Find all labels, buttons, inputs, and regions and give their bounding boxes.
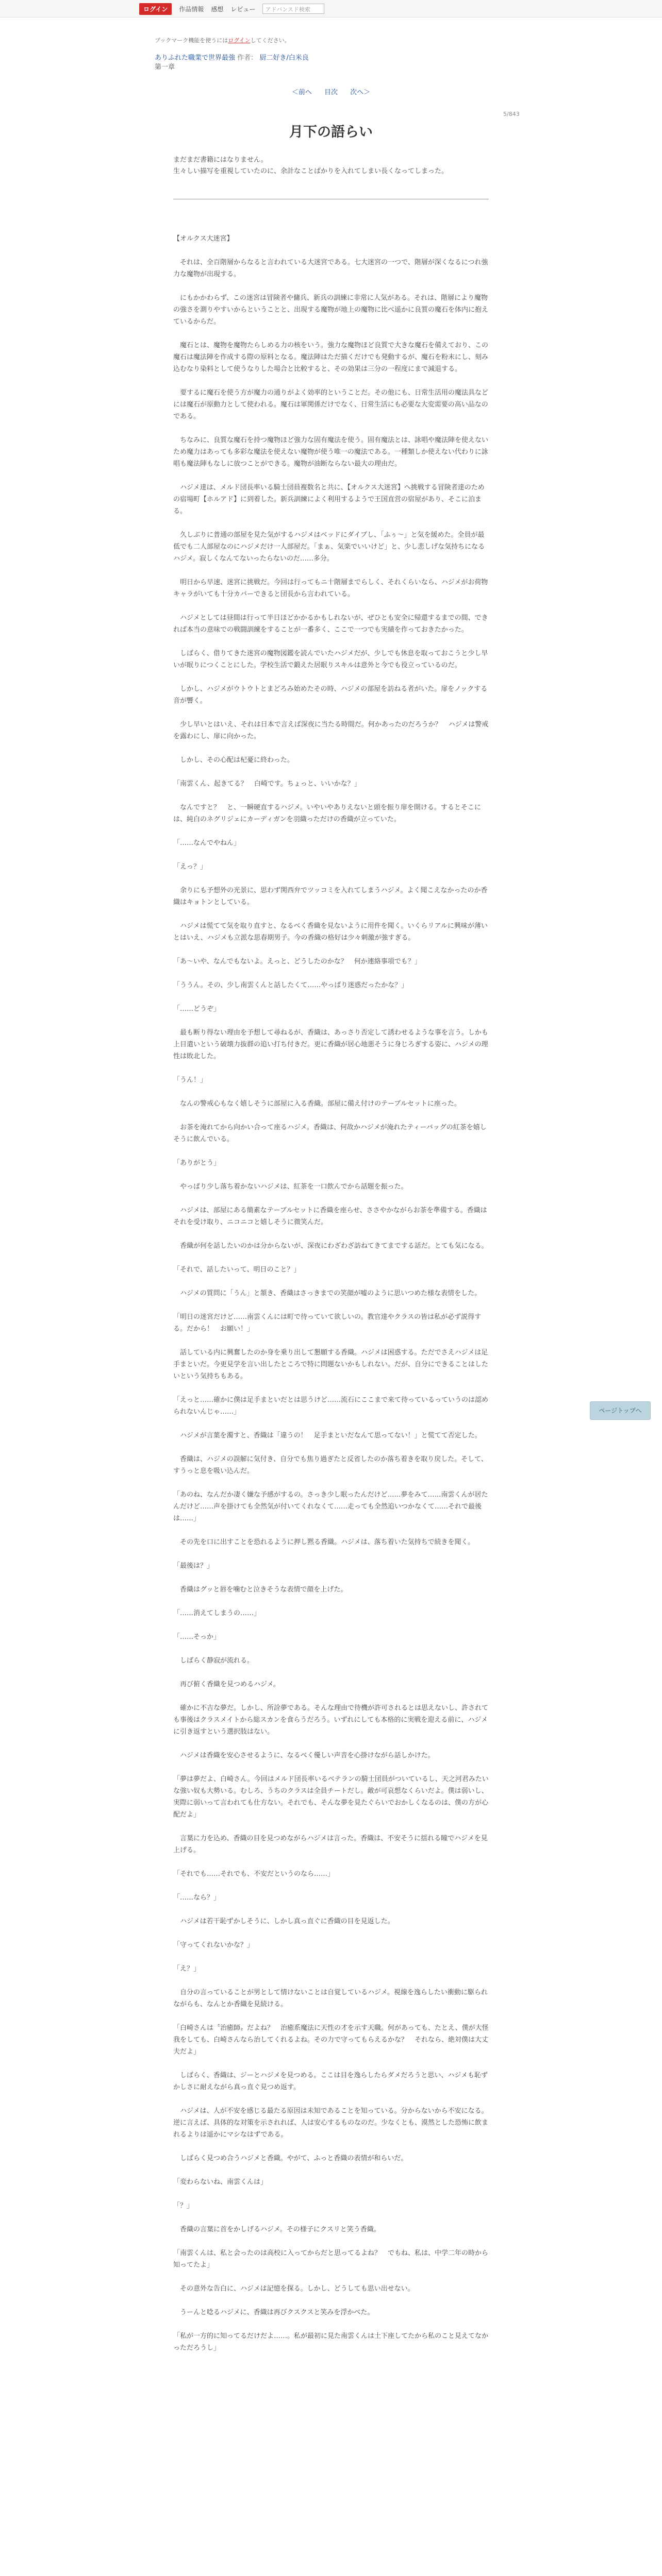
body-paragraph: 自分の言っていることが男として情けないことは自覚しているハジメ。視線を逸らしたい衝動に駆られながらも、なんとか香織を見続ける。 <box>173 1989 488 2008</box>
body-paragraph: 「変わらないね、南雲くんは」 <box>173 2178 268 2186</box>
preface-line: 生々しい描写を重視していたのに、余計なことばかりを入れてしまい長くなってしまった。 <box>173 167 449 175</box>
body-paragraph: 言葉に力を込め、香織の目を見つめながらハジメは言った。香織は、不安そうに揺れる瞳でハジメを見上げる。 <box>173 1835 488 1854</box>
body-paragraph: 少し早いとはいえ、それは日本で言えば深夜に当たる時間だ。何かあったのだろうか？ ハジメは警戒を露わにし、扉に向かった。 <box>173 721 489 740</box>
body-paragraph: 「？」 <box>173 2202 194 2210</box>
body-paragraph: 再び俯く香織を見つめるハジメ。 <box>173 1681 280 1688</box>
body-paragraph: ハジメが言葉を濁すと、香織は「違うの！ 足手まといだなんて思ってない！」と慌てて否定した。 <box>173 1432 482 1439</box>
nav-link-info[interactable]: 作品情報 <box>179 5 204 13</box>
body-paragraph: その意外な告白に、ハジメは記憶を探る。しかし、どうしても思い出せない。 <box>173 2285 415 2293</box>
body-paragraph: 「南雲くんは、私と会ったのは高校に入ってからだと思ってるよね？ でもね、私は、中学二年の時から知ってたよ」 <box>173 2249 489 2269</box>
body-paragraph: やっぱり少し落ち着かないハジメは、紅茶を一口飲んでから話題を振った。 <box>173 1183 408 1191</box>
nav-link-review[interactable]: レビュー <box>230 5 256 13</box>
body-paragraph: その先を口に出すことを恐れるように押し黙る香織。ハジメは、落ち着いた気持ちで続きを聞く。 <box>173 1538 475 1546</box>
chapter-body <box>173 233 489 2366</box>
body-paragraph: しばらく、香織は、ジーとハジメを見つめる。ここは目を逸らしたらダメだろうと思い、ハジメも恥ずかしさに耐えながら真っ直ぐ見つめ返す。 <box>173 2072 488 2091</box>
body-paragraph: 「あ～いや、なんでもないよ。えっと、どうしたのかな？ 何か連絡事項でも？」 <box>173 958 421 965</box>
body-paragraph: ハジメ達は、メルド団長率いる騎士団員複数名と共に、【オルクス大迷宮】へ挑戦する冒険者達のための宿場町【ホルアド】に到着した。新兵訓練によく利用するようで王国直営の宿屋があり、そこに泊まる。 <box>173 484 485 515</box>
body-paragraph: 「最後は？」 <box>173 1562 214 1570</box>
body-paragraph: 香織はグッと唇を噛むと泣きそうな表情で顔を上げた。 <box>173 1586 347 1594</box>
body-paragraph: ハジメは、部屋にある簡素なテーブルセットに香織を座らせ、ささやかながらお茶を準備する。香織はそれを受け取り、ニコニコと嬉しそうに微笑んだ。 <box>173 1207 487 1226</box>
body-paragraph: 香織は、ハジメの誤解に気付き、自分でも焦り過ぎたと反省したのか落ち着きを取り戻した。そして、すうっと息を吸い込んだ。 <box>173 1455 488 1475</box>
body-paragraph: 「……なら？」 <box>173 1894 221 1902</box>
body-paragraph: ハジメは若干恥ずかしそうに、しかし真っ直ぐに香織の目を見返した。 <box>173 1918 394 1925</box>
body-paragraph: しばらく見つめ合うハジメと香織。やがて、ふっと香織の表情が和らいだ。 <box>173 2155 408 2162</box>
preface-line: まだまだ書籍にはなりません。 <box>173 156 268 164</box>
body-paragraph: ハジメは香織を安心させるように、なるべく優しい声音を心掛けながら話しかけた。 <box>173 1752 435 1759</box>
next-chapter-link[interactable]: 次へ＞ <box>350 89 371 96</box>
body-paragraph: 「あのね、なんだか凄く嫌な予感がするの。さっき少し眠ったんだけど……夢をみて……南雲くんが居たんだけど……声を掛けても全然気が付いてくれなくて……走っても全然追いつかなくて……それで最後は……」 <box>173 1491 488 1522</box>
body-paragraph: なんですと？ と、一瞬硬直するハジメ。いやいやありえないと頭を振り扉を開ける。するとそこには、純白のネグリジェにカーディガンを羽織っただけの香織が立っていた。 <box>173 804 481 823</box>
body-paragraph: 「南雲くん、起きてる？ 白崎です。ちょっと、いいかな？」 <box>173 780 361 788</box>
body-paragraph: にもかかわらず、この迷宮は冒険者や傭兵、新兵の訓練に非常に人気がある。それは、階層により魔物の強さを測りやすいからということと、出現する魔物が地上の魔物に比べ遥かに良質の魔石を体内に抱えているからだ。 <box>173 294 489 326</box>
body-paragraph: 「ありがとう」 <box>173 1159 221 1167</box>
preface <box>173 155 489 177</box>
advanced-search-input[interactable]: アドバンスド検索 <box>262 4 324 14</box>
body-paragraph: ハジメは慌てて気を取り直すと、なるべく香織を見ないように用件を聞く。いくらリアルに興味が薄いとはいえ、ハジメも立派な思春期男子。今の香織の格好は少々刺激が強すぎる。 <box>173 922 488 942</box>
nav-link-impressions[interactable]: 感想 <box>211 5 224 13</box>
body-paragraph: 魔石とは、魔物を魔物たらしめる力の核をいう。強力な魔物ほど良質で大きな魔石を備えており、この魔石は魔法陣を作成する際の原料となる。魔法陣はただ描くだけでも発動するが、魔石を粉末にし、刻み込むなり染料として使うなりした場合と比較すると、その効果は三分の一程度にまで減退する。 <box>173 342 489 373</box>
body-paragraph: 「夢は夢だよ、白崎さん。今回はメルド団長率いるベテランの騎士団員がついているし、天之河君みたいな強い奴も大勢いる。むしろ、うちのクラスは全員チートだし。敵が可哀想なくらいだよ。僕は弱いし、実際に弱いって言われても仕方ない。それでも、そんな夢を見たぐらいでおかしくなるのは、僕の方が心配だよ」 <box>173 1775 489 1819</box>
body-paragraph: 「……そっか」 <box>173 1633 221 1641</box>
notice-prefix: ブックマーク機能を使うには <box>155 37 228 44</box>
body-paragraph: 「……どうぞ」 <box>173 1005 221 1013</box>
body-paragraph: しばらく静寂が流れる。 <box>173 1657 254 1665</box>
body-paragraph: うーんと唸るハジメに、香織は再びクスクスと笑みを浮かべた。 <box>173 2309 374 2316</box>
bookmark-login-notice <box>155 36 290 44</box>
body-paragraph: 「私が一方的に知ってるだけだよ……。私が最初に見た南雲くんは土下座してたから私のこと見えてなかっただろうし」 <box>173 2332 489 2352</box>
body-paragraph: 要するに魔石を使う方が魔力の通りがよく効率的ということだ。その他にも、日常生活用の魔法具などには魔石が原動力として使われる。魔石は軍関係だけでなく、日常生活にも必要な大変需要の高い品なのである。 <box>173 389 489 420</box>
body-paragraph: 余りにも予想外の光景に、思わず関西弁でツッコミを入れてしまうハジメ。よく聞こえなかったのか香織はキョトンとしている。 <box>173 887 488 906</box>
body-paragraph: 「……なんでやねん」 <box>173 839 241 847</box>
page-number: 5/843 <box>503 111 520 117</box>
body-paragraph: 「それでも……それでも、不安だというのなら……」 <box>173 1870 335 1878</box>
body-paragraph: 香織が何を話したいのかは分からないが、深夜にわざわざ訪ねてきてまでする話だ。とても気になる。 <box>173 1242 488 1250</box>
body-paragraph: しかし、その心配は杞憂に終わった。 <box>173 756 294 764</box>
notice-login-link[interactable]: ログイン <box>228 37 251 44</box>
body-paragraph: 「明日の迷宮だけど……南雲くんには町で待っていて欲しいの。教官達やクラスの皆は私が必ず説得する。だから！ お願い！」 <box>173 1313 482 1333</box>
body-paragraph: 「えっ？」 <box>173 863 207 871</box>
chapter-pager <box>0 87 662 96</box>
body-paragraph: 「それで、話したいって、明日のこと？」 <box>173 1266 301 1274</box>
body-paragraph: 【オルクス大迷宮】 <box>173 235 234 243</box>
body-paragraph: 話している内に興奮したのか身を乗り出して懇願する香織。ハジメは困惑する。ただでさえハジメは足手まといだ。今更見学を言い出したところで特に問題ないかもしれない。だが、自分にできることはしたいという気持ちもある。 <box>173 1349 488 1380</box>
author-label: 作者： <box>237 54 258 62</box>
body-paragraph: 「えっと……確かに僕は足手まといだとは思うけど……流石にここまで来て待っているっていうのは認められないんじゃ……」 <box>173 1396 489 1416</box>
body-paragraph: 「白崎さんは〝治癒師〟だよね？ 治癒系魔法に天性の才を示す天職。何があっても、たとえ、僕が大怪我をしても、白崎さんなら治してくれるよね。その力で守ってもらえるかな？ それなら、絶対僕は大丈夫だよ」 <box>173 2024 489 2056</box>
body-paragraph: ハジメは、人が不安を感じる最たる原因は未知であることを知っている。分からないから不安になる。逆に言えば、具体的な対策を示されれば、人は安心するものなのだ。少なくとも、漠然とした恐怖に飲まれるよりは遥かにマシなはずである。 <box>173 2107 489 2139</box>
prev-chapter-link[interactable]: ＜前へ <box>291 89 312 96</box>
body-paragraph: しかし、ハジメがウトウトとまどろみ始めたその時、ハジメの部屋を訪ねる者がいた。扉をノックする音が響く。 <box>173 685 488 705</box>
page-top-button[interactable]: ページトップへ <box>590 1401 651 1420</box>
body-paragraph: 久しぶりに普通の部屋を見た気がするハジメはベッドにダイブし、「ふぅ～」と気を緩めた。全員が最低でも二人部屋なのにハジメだけ一人部屋だ。「まぁ、気楽でいいけど」と、少し悲しげな気持ちになるハジメ。寂しくなんてないったらないのだ……多分。 <box>173 531 485 563</box>
chapter-title: 月下の語らい <box>289 124 373 140</box>
series-title-link[interactable]: ありふれた職業で世界最強 <box>155 54 236 62</box>
notice-suffix: してください。 <box>250 37 290 44</box>
body-paragraph: 明日から早速、迷宮に挑戦だ。今回は行ってもニ十階層までらしく、それくらいなら、ハジメがお荷物キャラがいても十分カバーできると団長から言われている。 <box>173 579 488 598</box>
body-paragraph: 「守ってくれないかな？」 <box>173 1941 254 1949</box>
body-paragraph: ハジメとしては昼間は行って半日ほどかかるかもしれないが、ぜひとも安全に帰還するまでの間、できれば本当の意味での戦闘訓練をすることが一番多く、ここで一つでも実績を作っておきたかった。 <box>173 614 488 634</box>
body-paragraph: お茶を淹れてから向かい合って座るハジメ。香織は、何故かハジメが淹れたティーバッグの紅茶を嬉しそうに飲んでいる。 <box>173 1124 487 1143</box>
top-bar-inner <box>139 3 324 15</box>
body-paragraph: それは、全百階層からなると言われている大迷宮である。七大迷宮の一つで、階層が深くなるにつれ強力な魔物が出現する。 <box>173 259 488 278</box>
chapter-label: 第一章 <box>155 63 175 71</box>
body-paragraph: 香織の言葉に首をかしげるハジメ。その様子にクスリと笑う香織。 <box>173 2226 380 2233</box>
body-paragraph: 「うん！」 <box>173 1076 207 1084</box>
author-link[interactable]: 厨二好き/白米良 <box>259 54 309 62</box>
body-paragraph: しばらく、借りてきた迷宮の魔物図鑑を読んでいたハジメだが、少しでも休息を取っておこうと少し早いが眠りにつくことにした。学校生活で鍛えた居眠りスキルは意外と今でも役立っているのだ。 <box>173 650 488 669</box>
body-paragraph: ちなみに、良質な魔石を持つ魔物ほど強力な固有魔法を使う。固有魔法とは、詠唱や魔法陣を使えないため魔力はあっても多彩な魔法を使えない魔物が使う唯一の魔法である。一種類しか使えない代わりに詠唱も魔法陣もなしに放つことができる。魔物が油断ならない最大の理由だ。 <box>173 436 489 468</box>
body-paragraph: 最も断り得ない理由を予想して尋ねるが、香織は、あっさり否定して誘わせるような事を言う。しかも上目遣いという破壊力抜群の追い打ち付きだ。更に香織が居心地悪そうに身じろぎする姿に、ハジメの理性は敗北した。 <box>173 1029 488 1060</box>
body-paragraph: 「ううん。その、少し南雲くんと話したくて……やっぱり迷惑だったかな？」 <box>173 981 408 989</box>
body-paragraph: 確かに不吉な夢だ。しかし、所詮夢である。そんな理由で待機が許可されるとは思えないし、許されても事後はクラスメイトから総スカンを食らうだろう。いずれにしても本格的に実戦を迎える前に、ハジメに引き返すという選択肢はない。 <box>173 1704 489 1736</box>
login-button[interactable]: ログイン <box>139 3 172 15</box>
body-paragraph: なんの警戒心もなく嬉しそうに部屋に入る香織。部屋に備え付けのテーブルセットに座った。 <box>173 1100 461 1108</box>
body-paragraph: ハジメの質問に「うん」と頷き、香織はさっきまでの笑顔が嘘のように思いつめた様な表情をした。 <box>173 1290 482 1297</box>
index-link[interactable]: 目次 <box>324 89 338 96</box>
body-paragraph: 「え？」 <box>173 1965 201 1973</box>
top-bar <box>0 0 662 18</box>
breadcrumb <box>155 54 309 72</box>
body-paragraph: 「……消えてしまうの……」 <box>173 1609 261 1617</box>
